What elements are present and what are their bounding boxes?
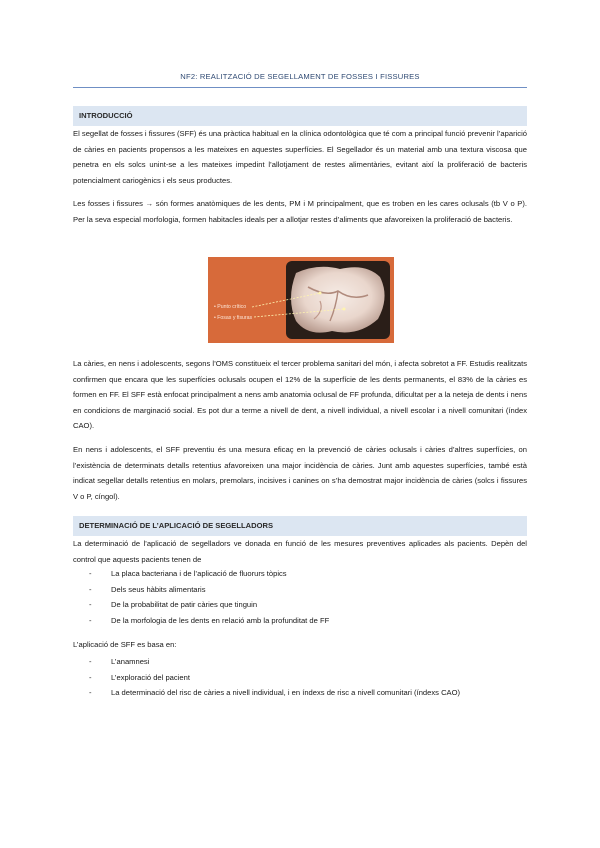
list-item: - La placa bacteriana i de l’aplicació de fluorurs tòpics	[89, 566, 527, 582]
list-bullet: -	[89, 600, 92, 609]
header-rule	[73, 87, 527, 88]
list-item: - L’exploració del pacient	[89, 670, 527, 686]
tooth-figure-graphic	[208, 257, 394, 343]
list-bullet: -	[89, 672, 92, 682]
list-bullet: -	[89, 569, 92, 578]
control-list	[89, 566, 527, 628]
intro-paragraph-3: La càries, en nens i adolescents, segons l’OMS constitueix el tercer problema sanitari del món, i afecta sobretot a FF. Estudis realitzats confirmen que encara que les superfícies oclusals ocupen el 12% de la superfície de les dents permanents, el 83% de la càries es formen en FF. El SFF està enfocat principalment a nens amb anatomia oclusal de FF profunda, dificultat per a la neteja de dents i nens en condicions de marginació social. Es pot dur a terme a nivell de dent, a nivell individual, a nivell escolar i a nivell comunitari (índex CAO).	[73, 359, 527, 430]
figure-label-fosas-fisuras: • Fosas y fisuras	[214, 315, 253, 321]
list-bullet: -	[89, 657, 92, 666]
list-item: - De la probabilitat de patir càries que tinguin	[89, 597, 527, 613]
tooth-figure	[208, 257, 394, 343]
intro-paragraph-2: Les fosses i fissures → són formes anatòmiques de les dents, PM i M principalment, que es troben en les cares oclusals (tb V o P). Per la seva especial morfologia, formen habitacles ideals per a allotjar restes d’aliments que afavoreixen la proliferació de bacteris.	[73, 199, 527, 224]
basis-list	[89, 654, 527, 701]
list-item: - De la morfologia de les dents en relació amb la profunditat de FF	[89, 613, 527, 629]
list-bullet: -	[89, 688, 92, 697]
intro-paragraph-1: El segellat de fosses i fissures (SFF) és una pràctica habitual en la clínica odontològica que té com a principal funció prevenir l’aparició de càries en pacients propensos a les mateixes en aquestes superfícies. El Segellador és un material amb una textura viscosa que penetra en els solcs unint-se a les mateixes impedint l’allotjament de restes alimentàries, evitant així la proliferació de bacteris potencialment cariogènics i els seus productes.	[73, 129, 527, 185]
list-item: - L’anamnesi	[89, 654, 527, 670]
list-item: - Dels seus hàbits alimentaris	[89, 582, 527, 598]
list-bullet: -	[89, 615, 92, 625]
section-heading-introduccio: INTRODUCCIÓ	[73, 106, 527, 126]
list-item: - La determinació del risc de càries a nivell individual, i en índexs de risc a nivell comunitari (índexs CAO)	[89, 685, 527, 701]
determinacio-paragraph-2: L’aplicació de SFF es basa en:	[73, 640, 177, 649]
page-header-title: NF2: REALITZACIÓ DE SEGELLAMENT DE FOSSES I FISSURES	[180, 72, 420, 81]
figure-label-punto-critico: • Punto crítico	[214, 304, 247, 310]
determinacio-paragraph-1: La determinació de l’aplicació de segelladors ve donada en funció de les mesures preventives aplicades als pacients. Depèn del control que aquests pacients tenen de	[73, 539, 527, 564]
list-bullet: -	[89, 584, 92, 594]
section-heading-determinacio: DETERMINACIÓ DE L’APLICACIÓ DE SEGELLADORS	[73, 516, 527, 536]
intro-paragraph-4: En nens i adolescents, el SFF preventiu és una mesura eficaç en la prevenció de càries oclusals i càries d’altres superfícies, on l’existència de determinats detalls retentius afavoreixen una major incidència de càries. Junt amb aquestes superfícies, també està indicat segellar detalls retentius en molars, premolars, incisives i canines on s’ha demostrat major incidència de càries (solcs i fissures V o P, cíngol).	[73, 445, 527, 501]
